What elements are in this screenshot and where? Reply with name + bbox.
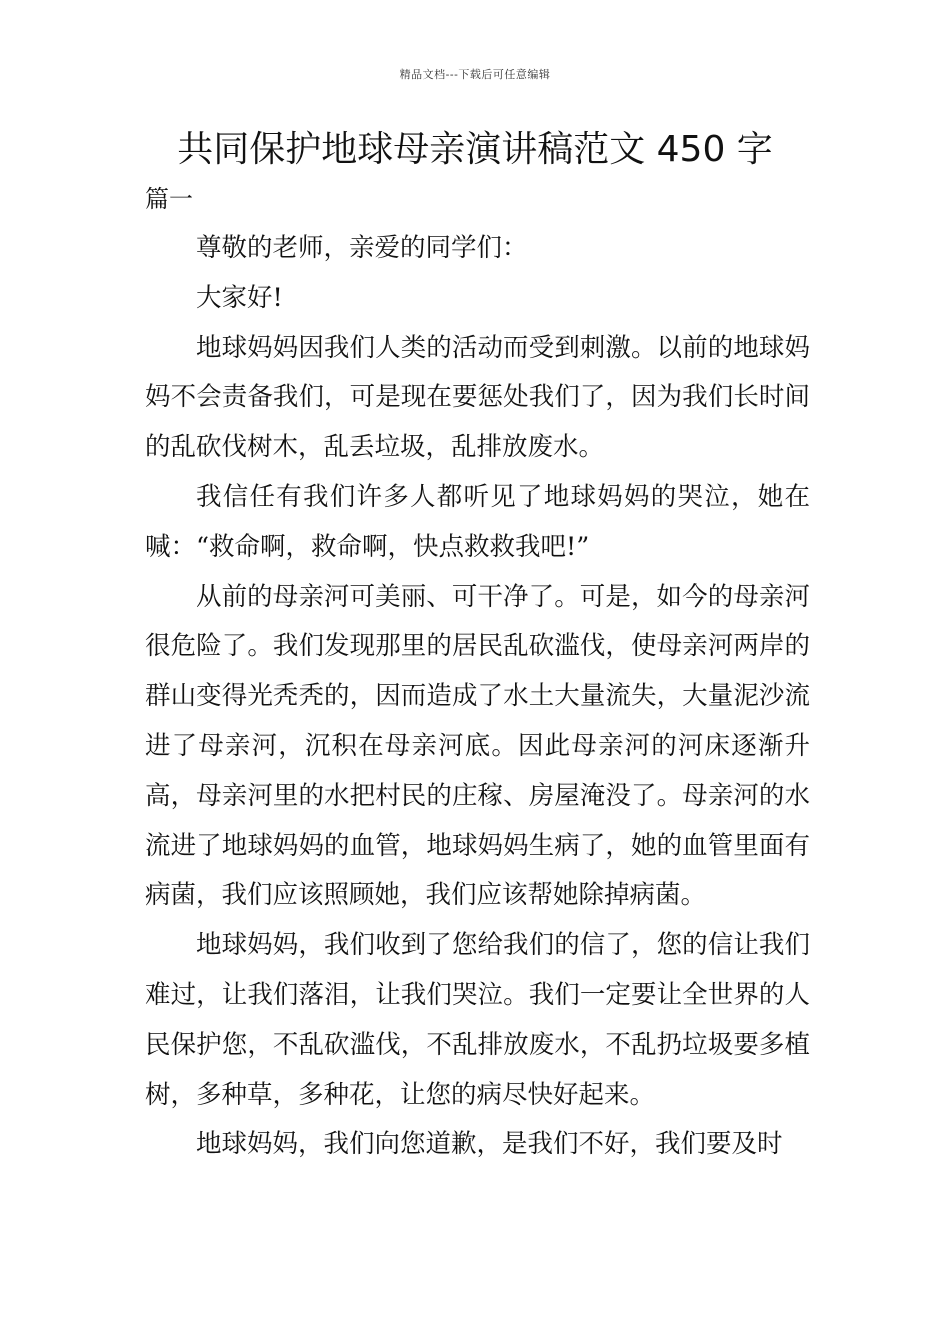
paragraph-hello: 大家好! xyxy=(196,282,283,313)
paragraph: 从前的母亲河可美丽、可干净了。可是，如今的母亲河很危险了。我们发现那里的居民乱砍滥伐，使母亲河两岸的群山变得光秃秃的，因而造成了水土大量流失，大量泥沙流进了母亲河，沉积在母亲河底。因此母亲河的河床逐渐升高，母亲河里的水把村民的庄稼、房屋淹没了。母亲河的水流进了地球妈妈的血管，地球妈妈生病了，她的血管里面有病菌，我们应该照顾她，我们应该帮她除掉病菌。 xyxy=(145,581,810,911)
paragraph-greeting: 尊敬的老师，亲爱的同学们： xyxy=(196,233,528,263)
document-title: 共同保护地球母亲演讲稿范文 450 字 xyxy=(177,129,773,170)
document-body xyxy=(145,224,810,1170)
header-note: 精品文档---下载后可任意编辑 xyxy=(399,68,551,81)
paragraph: 地球妈妈，我们向您道歉，是我们不好，我们要及时 xyxy=(196,1129,783,1160)
section-label: 篇一 xyxy=(145,185,193,213)
paragraph: 我信任有我们许多人都听见了地球妈妈的哭泣，她在喊：“救命啊，救命啊，快点救救我吧!” xyxy=(145,481,810,562)
paragraph: 地球妈妈因我们人类的活动而受到刺激。以前的地球妈妈不会责备我们，可是现在要惩处我们了，因为我们长时间的乱砍伐树木，乱丢垃圾，乱排放废水。 xyxy=(145,332,810,463)
paragraph: 地球妈妈，我们收到了您给我们的信了，您的信让我们难过，让我们落泪，让我们哭泣。我们一定要让全世界的人民保护您，不乱砍滥伐，不乱排放废水，不乱扔垃圾要多植树，多种草，多种花，让您的病尽快好起来。 xyxy=(145,930,810,1110)
